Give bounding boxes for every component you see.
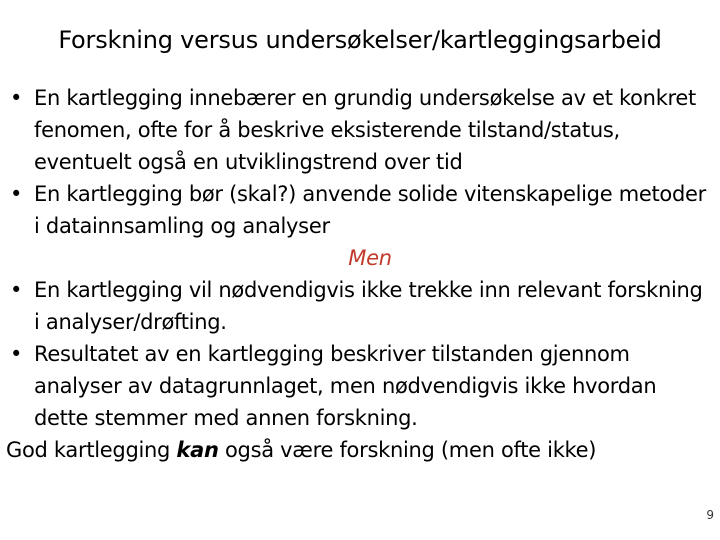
bullet-marker: • [10, 342, 23, 366]
bullet-text: En kartlegging bør (skal?) anvende solide vitenskapelige metoder i datainnsamling og analyser [34, 182, 706, 238]
bullet-text: Resultatet av en kartlegging beskriver tilstanden gjennom analyser av datagrunnlaget, men nødvendigvis ikke hvordan dette stemmer med annen forskning. [34, 342, 657, 430]
conclusion-emphasis: kan [176, 438, 219, 462]
bullet-item [6, 178, 706, 242]
page-number: 9 [706, 508, 714, 522]
conclusion-after: også være forskning (men ofte ikke) [218, 438, 597, 462]
bullet-item [6, 82, 706, 178]
conclusion-before: God kartlegging [6, 438, 177, 462]
bullet-marker: • [10, 182, 23, 206]
bullet-marker: • [10, 278, 23, 302]
slide-title: Forskning versus undersøkelser/kartleggingsarbeid [58, 26, 662, 54]
bullet-text: En kartlegging vil nødvendigvis ikke trekke inn relevant forskning i analyser/drøfting. [34, 278, 703, 334]
bullet-item [6, 274, 706, 338]
bullet-text: En kartlegging innebærer en grundig undersøkelse av et konkret fenomen, ofte for å beskrive eksisterende tilstand/status, eventuelt også en utviklingstrend over tid [34, 86, 696, 174]
conclusion-line [6, 434, 706, 466]
bullet-item [6, 338, 706, 434]
slide-body [6, 82, 706, 466]
bullet-marker: • [10, 86, 23, 110]
separator-word: Men [348, 246, 392, 270]
